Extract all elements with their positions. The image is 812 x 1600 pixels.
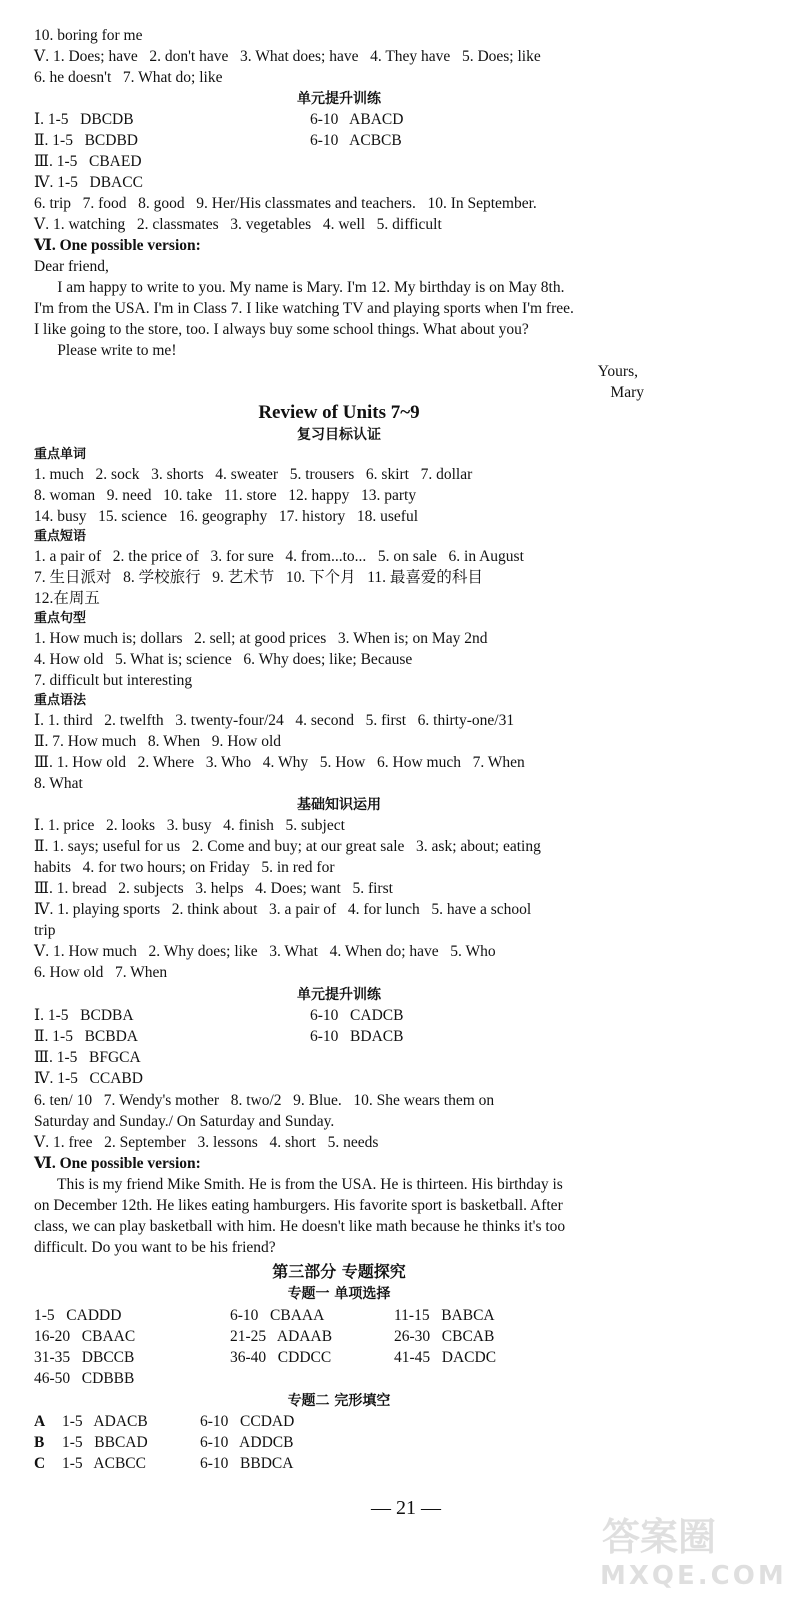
version-label: Ⅵ. One possible version: — [34, 1155, 201, 1172]
text-line: 1. much 2. sock 3. shorts 4. sweater 5. trousers 6. skirt 7. dollar — [34, 466, 473, 483]
letter-line: I like going to the store, too. I always buy some school things. What about you? — [34, 321, 529, 338]
text-line: 6. he doesn't 7. What do; like — [34, 69, 223, 86]
text-line: 1. a pair of 2. the price of 3. for sure 4. from...to... 5. on sale 6. in August — [34, 548, 524, 565]
topic-heading: 专题一 单项选择 — [287, 1286, 391, 1302]
answer-row: 21-25 ADAAB — [230, 1328, 333, 1345]
text-line: Ⅲ. 1. bread 2. subjects 3. helps 4. Does; want 5. first — [34, 880, 393, 897]
version-label: Ⅵ. One possible version: — [34, 237, 201, 254]
answer-row: Ⅲ. 1-5 BFGCA — [34, 1049, 141, 1066]
section-heading: 单元提升训练 — [297, 91, 381, 107]
page-number: — 21 — — [371, 1497, 441, 1519]
answer-row: 1-5 ADACB — [62, 1413, 148, 1430]
text-line: 12.在周五 — [34, 590, 100, 607]
answer-row: 6-10 ADDCB — [200, 1434, 294, 1451]
answer-row: 11-15 BABCA — [394, 1307, 495, 1324]
text-line: 4. How old 5. What is; science 6. Why does; like; Because — [34, 651, 413, 668]
key-grammar-label: 重点语法 — [34, 693, 87, 708]
answer-row: 41-45 DACDC — [394, 1349, 497, 1366]
answer-row: 6-10 CBAAA — [230, 1307, 325, 1324]
signature-closing: Yours, — [597, 363, 638, 380]
text-line: Ⅰ. 1. price 2. looks 3. busy 4. finish 5. subject — [34, 817, 345, 834]
review-subtitle: 复习目标认证 — [297, 427, 381, 443]
site-watermark-logo — [582, 1502, 802, 1592]
text-line: 10. boring for me — [34, 27, 143, 44]
answer-row: Ⅲ. 1-5 CBAED — [34, 153, 142, 170]
text-line: Ⅴ. 1. free 2. September 3. lessons 4. short 5. needs — [34, 1134, 379, 1151]
topic-heading: 专题二 完形填空 — [287, 1393, 391, 1409]
answer-row: 6-10 BDACB — [310, 1028, 404, 1045]
text-line: Ⅴ. 1. watching 2. classmates 3. vegetables 4. well 5. difficult — [34, 216, 442, 233]
text-line: Saturday and Sunday./ On Saturday and Sunday. — [34, 1113, 335, 1130]
key-words-label: 重点单词 — [34, 447, 87, 462]
text-line: 6. How old 7. When — [34, 964, 168, 981]
answer-row: 46-50 CDBBB — [34, 1370, 135, 1387]
letter-line: Dear friend, — [34, 258, 109, 275]
signature-name: Mary — [610, 384, 644, 401]
answer-row: 6-10 CADCB — [310, 1007, 404, 1024]
answer-row: 16-20 CBAAC — [34, 1328, 136, 1345]
text-line: 8. woman 9. need 10. take 11. store 12. happy 13. party — [34, 487, 417, 504]
text-line: Ⅴ. 1. Does; have 2. don't have 3. What does; have 4. They have 5. Does; like — [34, 48, 541, 65]
essay-line: on December 12th. He likes eating hamburgers. His favorite sport is basketball. After — [34, 1197, 563, 1214]
essay-line: class, we can play basketball with him. He doesn't like math because he thinks it's too — [34, 1218, 566, 1235]
text-line: Ⅴ. 1. How much 2. Why does; like 3. What 4. When do; have 5. Who — [34, 943, 496, 960]
review-title: Review of Units 7~9 — [258, 402, 420, 423]
text-line: Ⅱ. 1. says; useful for us 2. Come and buy; at our great sale 3. ask; about; eating — [34, 838, 541, 855]
svg-text:MXQE.COM: MXQE.COM — [600, 1561, 787, 1591]
text-line: Ⅰ. 1. third 2. twelfth 3. twenty-four/24 4. second 5. first 6. thirty-one/31 — [34, 712, 515, 729]
answer-row: 31-35 DBCCB — [34, 1349, 135, 1366]
cloze-label: A — [34, 1413, 46, 1430]
text-line: 1. How much is; dollars 2. sell; at good prices 3. When is; on May 2nd — [34, 630, 488, 647]
section-heading: 基础知识运用 — [297, 797, 381, 813]
answer-row: 6-10 ACBCB — [310, 132, 402, 149]
text-line: 7. 生日派对 8. 学校旅行 9. 艺术节 10. 下个月 11. 最喜爱的科目 — [34, 569, 483, 586]
text-line: Ⅱ. 7. How much 8. When 9. How old — [34, 733, 282, 750]
text-line: 7. difficult but interesting — [34, 672, 193, 689]
letter-line: I'm from the USA. I'm in Class 7. I like watching TV and playing sports when I'm free. — [34, 300, 574, 317]
answer-row: 6-10 CCDAD — [200, 1413, 295, 1430]
answer-row: Ⅰ. 1-5 DBCDB — [34, 111, 134, 128]
answer-row: 1-5 BBCAD — [62, 1434, 148, 1451]
answer-row: 36-40 CDDCC — [230, 1349, 332, 1366]
key-sentences-label: 重点句型 — [34, 611, 87, 626]
letter-line: Please write to me! — [34, 342, 177, 359]
text-line: Ⅲ. 1. How old 2. Where 3. Who 4. Why 5. How 6. How much 7. When — [34, 754, 525, 771]
text-line: 6. trip 7. food 8. good 9. Her/His classmates and teachers. 10. In September. — [34, 195, 537, 212]
answer-row: 26-30 CBCAB — [394, 1328, 495, 1345]
answer-row: Ⅱ. 1-5 BCDBD — [34, 132, 138, 149]
cloze-label: B — [34, 1434, 45, 1451]
cloze-label: C — [34, 1455, 46, 1472]
answer-row: Ⅰ. 1-5 BCDBA — [34, 1007, 134, 1024]
answer-row: Ⅱ. 1-5 BCBDA — [34, 1028, 138, 1045]
text-line: 14. busy 15. science 16. geography 17. history 18. useful — [34, 508, 418, 525]
key-phrases-label: 重点短语 — [34, 529, 87, 544]
essay-line: difficult. Do you want to be his friend? — [34, 1239, 276, 1256]
text-line: Ⅳ. 1. playing sports 2. think about 3. a pair of 4. for lunch 5. have a school — [34, 901, 532, 918]
answer-row: 1-5 ACBCC — [62, 1455, 146, 1472]
letter-line: I am happy to write to you. My name is Mary. I'm 12. My birthday is on May 8th. — [34, 279, 565, 296]
part-heading: 第三部分 专题探究 — [272, 1262, 406, 1281]
section-heading: 单元提升训练 — [297, 987, 381, 1003]
answer-row: 1-5 CADDD — [34, 1307, 122, 1324]
text-line: habits 4. for two hours; on Friday 5. in red for — [34, 859, 335, 876]
answer-row: Ⅳ. 1-5 DBACC — [34, 174, 143, 191]
svg-text:答案圈: 答案圈 — [602, 1515, 717, 1559]
text-line: 6. ten/ 10 7. Wendy's mother 8. two/2 9. Blue. 10. She wears them on — [34, 1092, 495, 1109]
text-line: 8. What — [34, 775, 83, 792]
text-line: trip — [34, 922, 56, 939]
essay-line: This is my friend Mike Smith. He is from the USA. He is thirteen. His birthday is — [34, 1176, 563, 1193]
answer-row: 6-10 ABACD — [310, 111, 404, 128]
answer-row: 6-10 BBDCA — [200, 1455, 294, 1472]
answer-row: Ⅳ. 1-5 CCABD — [34, 1070, 143, 1087]
